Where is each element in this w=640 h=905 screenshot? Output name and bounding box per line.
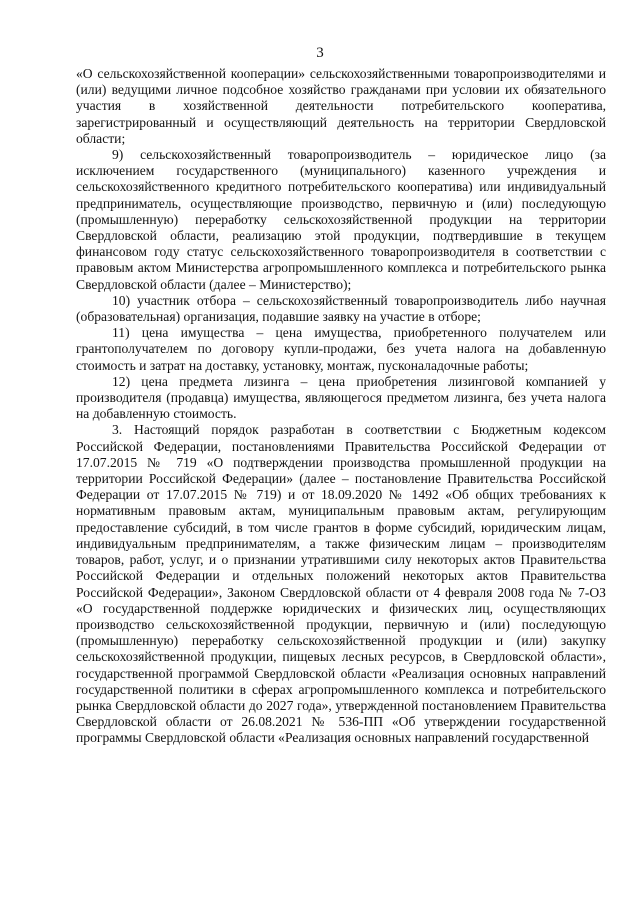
paragraph-item-11: 11) цена имущества – цена имущества, приобретенного получателем или грантополучателем по договору купли-продажи, без учета налога на добавленную стоимость и затрат на доставку, установку, монтаж, пусконаладочные работы;	[76, 325, 606, 373]
paragraph-item-12: 12) цена предмета лизинга – цена приобретения лизинговой компанией у производителя (продавца) имущества, являющегося предметом лизинга, без учета налога на добавленную стоимость.	[76, 373, 606, 422]
paragraph-continuation: «О сельскохозяйственной кооперации» сельскохозяйственными товаропроизводителями и (или) ведущими личное подсобное хозяйство гражданами при условии их обязательного участия в хозяйственной деятельности потребительского кооператива, зарегистрированный и осуществляющий деятельность на территории Свердловской области;	[76, 66, 606, 146]
paragraph-section-3: 3. Настоящий порядок разработан в соответствии с Бюджетным кодексом Российской Федерации, постановлениями Правительства Российской Федерации от 17.07.2015 № 719 «О подтверждении производства промышленной продукции на территории Российской Федерации» (далее – постановление Правительства Российской Федерации от 17.07.2015 № 719) и от 18.09.2020 № 1492 «Об общих требованиях к нормативным правовым актам, муниципальным правовым актам, регулирующим предоставление субсидий, в том числе грантов в форме субсидий, юридическим лицам, индивидуальным предпринимателям, а также физическим лицам – производителям товаров, работ, услуг, и о признании утратившими силу некоторых актов Правительства Российской Федерации и отдельных положений некоторых актов Правительства Российской Федерации», Законом Свердловской области от 4 февраля 2008 года № 7-ОЗ «О государственной поддержке юридических и физических лиц, осуществляющих производство сельскохозяйственной продукции, первичную и (или) последующую (промышленную) переработку сельскохозяйственной продукции и (или) закупку сельскохозяйственной продукции, пищевых лесных ресурсов, в Свердловской области», государственной программой Свердловской области «Реализация основных направлений государственной политики в сферах агропромышленного комплекса и потребительского рынка Свердловской области до 2027 года», утвержденной постановлением Правительства Свердловской области от 26.08.2021 № 536-ПП «Об утверждении государственной программы Свердловской области «Реализация основных направлений государственной	[76, 422, 606, 746]
document-body	[76, 66, 606, 747]
page-number: 3	[316, 45, 324, 61]
paragraph-item-9: 9) сельскохозяйственный товаропроизводитель – юридическое лицо (за исключением государственного (муниципального) казенного учреждения и сельскохозяйственного кредитного потребительского кооператива) или индивидуальный предприниматель, осуществляющие производство, первичную и (или) последующую (промышленную) переработку сельскохозяйственной продукции на территории Свердловской области, реализацию этой продукции, подтвердившие в текущем финансовом году статус сельскохозяйственного товаропроизводителя в соответствии с правовым актом Министерства агропромышленного комплекса и потребительского рынка Свердловской области (далее – Министерство);	[76, 147, 606, 292]
paragraph-item-10: 10) участник отбора – сельскохозяйственный товаропроизводитель либо научная (образовательная) организация, подавшие заявку на участие в отборе;	[76, 292, 606, 325]
